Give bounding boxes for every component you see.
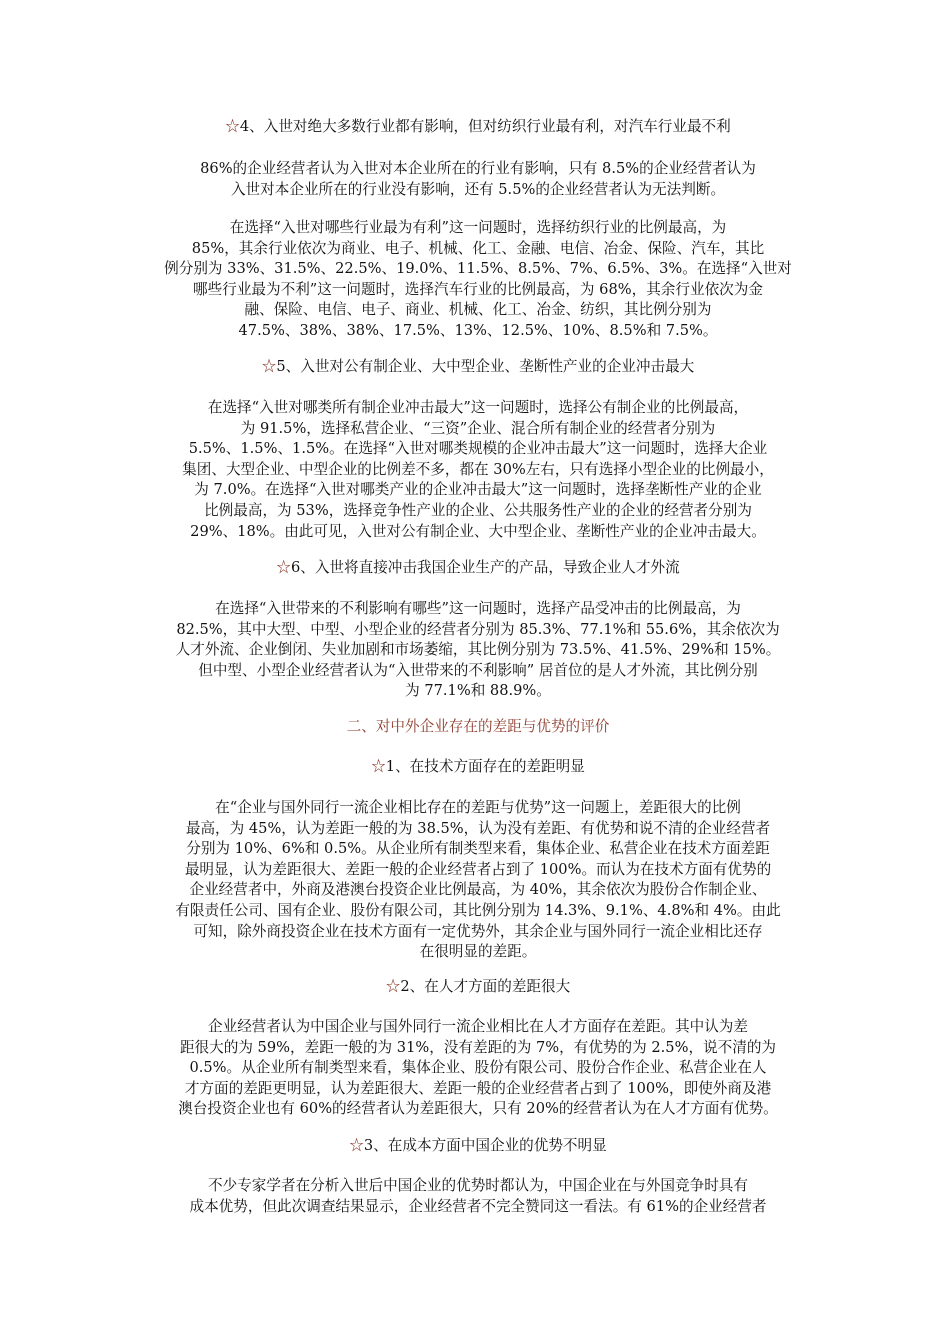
paragraph-cost-advantage bbox=[140, 1176, 816, 1217]
text-line: 集团、大型企业、中型企业的比例差不多，都在 30%左右，只有选择小型企业的比例最小， bbox=[182, 460, 774, 478]
text-line: 有限责任公司、国有企业、股份有限公司，其比例分别为 14.3%、9.1%、4.8%和 4%。由此 bbox=[175, 901, 781, 919]
text-line: 在很明显的差距。 bbox=[419, 943, 537, 961]
text-line: 哪些行业最为不利”这一问题时，选择汽车行业的比例最高，为 68%，其余行业依次为金 bbox=[193, 280, 763, 298]
heading-2-1 bbox=[140, 757, 816, 778]
heading-line: ☆1、在技术方面存在的差距明显 bbox=[371, 758, 585, 775]
paragraph-favorable-industries bbox=[140, 218, 816, 342]
text-line: 为 7.0%。在选择“入世对哪类产业的企业冲击最大”这一问题时，选择垄断性产业的企业 bbox=[194, 481, 762, 499]
heading-2-3 bbox=[140, 1136, 816, 1157]
text-line: 企业经营者中，外商及港澳台投资企业比例最高，为 40%，其余依次为股份合作制企业、 bbox=[189, 881, 767, 899]
text-line: 可知，除外商投资企业在技术方面有一定优势外，其余企业与国外同行一流企业相比还存 bbox=[193, 922, 763, 940]
text-line: 例分别为 33%、31.5%、22.5%、19.0%、11.5%、8.5%、7%、6.5%、3%。在选择“入世对 bbox=[164, 260, 792, 278]
text-line: 0.5%。从企业所有制类型来看，集体企业、股份有限公司、股份合作企业、私营企业在人 bbox=[189, 1059, 767, 1077]
heading-line: ☆6、入世将直接冲击我国企业生产的产品，导致企业人才外流 bbox=[276, 559, 680, 576]
text-line: 为 91.5%，选择私营企业、“三资”企业、混合所有制企业的经营者分别为 bbox=[240, 419, 716, 437]
paragraph-talent-gap bbox=[140, 1017, 816, 1120]
text-line: 在“企业与国外同行一流企业相比存在的差距与优势”这一问题上，差距很大的比例 bbox=[215, 799, 741, 816]
text-line: 为 77.1%和 88.9%。 bbox=[405, 682, 551, 700]
text-line: 85%，其余行业依次为商业、电子、机械、化工、金融、电信、冶金、保险、汽车，其比 bbox=[191, 239, 765, 257]
text-line: 在选择“入世对哪些行业最为有利”这一问题时，选择纺织行业的比例最高，为 bbox=[229, 219, 727, 236]
text-line: 融、保险、电信、电子、商业、机械、化工、冶金、纺织，其比例分别为 bbox=[244, 301, 712, 319]
text-line: 47.5%、38%、38%、17.5%、13%、12.5%、10%、8.5%和 7.5%。 bbox=[238, 321, 718, 339]
heading-2-2 bbox=[140, 977, 816, 998]
text-line: 分别为 10%、6%和 0.5%。从企业所有制类型来看，集体企业、私营企业在技术方面差距 bbox=[186, 840, 770, 858]
star-icon: ☆ bbox=[225, 118, 240, 135]
text-line: 最明显，认为差距很大、差距一般的企业经营者占到了 100%。而认为在技术方面有优势的 bbox=[184, 860, 772, 878]
heading-line: ☆5、入世对公有制企业、大中型企业、垄断性产业的企业冲击最大 bbox=[261, 358, 695, 375]
text-line: 在选择“入世对哪类所有制企业冲击最大”这一问题时，选择公有制企业的比例最高， bbox=[207, 399, 749, 416]
heading-line: ☆2、在人才方面的差距很大 bbox=[385, 978, 571, 995]
text-line: 在选择“入世带来的不利影响有哪些”这一问题时，选择产品受冲击的比例最高，为 bbox=[215, 600, 741, 617]
paragraph-ownership-impact bbox=[140, 398, 816, 542]
star-icon: ☆ bbox=[349, 1137, 364, 1154]
heading-line: ☆4、入世对绝大多数行业都有影响，但对纺织行业最有利，对汽车行业最不利 bbox=[225, 118, 731, 135]
paragraph-industry-impact bbox=[140, 159, 816, 200]
text-line: 澳台投资企业也有 60%的经营者认为差距很大，只有 20%的经营者认为在人才方面有优势。 bbox=[178, 1100, 778, 1118]
text-line: 距很大的为 59%，差距一般的为 31%，没有差距的为 7%，有优势的为 2.5%，说不清的为 bbox=[179, 1038, 777, 1056]
text-line: 入世对本企业所在的行业没有影响，还有 5.5%的企业经营者认为无法判断。 bbox=[230, 180, 726, 198]
section-title: 二、对中外企业存在的差距与优势的评价 bbox=[346, 718, 610, 735]
heading-4 bbox=[140, 117, 816, 138]
text-line: 82.5%，其中大型、中型、小型企业的经营者分别为 85.3%、77.1%和 55.6%，其余依次为 bbox=[176, 620, 780, 638]
text-line: 才方面的差距更明显，认为差距很大、差距一般的企业经营者占到了 100%，即使外商及港 bbox=[184, 1079, 772, 1097]
heading-5 bbox=[140, 357, 816, 378]
text-line: 29%、18%。由此可见，入世对公有制企业、大中型企业、垄断性产业的企业冲击最大。 bbox=[190, 522, 766, 540]
section-heading-2 bbox=[140, 717, 816, 738]
paragraph-adverse-effects bbox=[140, 599, 816, 702]
star-icon: ☆ bbox=[261, 358, 277, 375]
text-line: 但中型、小型企业经营者认为“入世带来的不利影响” 居首位的是人才外流，其比例分别 bbox=[198, 661, 758, 679]
text-line: 5.5%、1.5%、1.5%。在选择“入世对哪类规模的企业冲击最大”这一问题时，选择大企业 bbox=[188, 440, 768, 458]
heading-line: ☆3、在成本方面中国企业的优势不明显 bbox=[349, 1137, 607, 1154]
text-line: 比例最高，为 53%，选择竞争性产业的企业、公共服务性产业的企业的经营者分别为 bbox=[204, 501, 752, 519]
star-icon: ☆ bbox=[385, 978, 401, 995]
text-line: 企业经营者认为中国企业与国外同行一流企业相比在人才方面存在差距。其中认为差 bbox=[208, 1018, 748, 1035]
text-line: 成本优势，但此次调查结果显示，企业经营者不完全赞同这一看法。有 61%的企业经营者 bbox=[189, 1197, 767, 1215]
text-line: 人才外流、企业倒闭、失业加剧和市场萎缩，其比例分别为 73.5%、41.5%、29%和 15%。 bbox=[175, 641, 781, 659]
text-line: 86%的企业经营者认为入世对本企业所在的行业有影响，只有 8.5%的企业经营者认为 bbox=[200, 160, 756, 177]
text-line: 不少专家学者在分析入世后中国企业的优势时都认为，中国企业在与外国竞争时具有 bbox=[208, 1177, 748, 1194]
star-icon: ☆ bbox=[276, 559, 291, 576]
text-line: 最高，为 45%，认为差距一般的为 38.5%，认为没有差距、有优势和说不清的企业经营者 bbox=[185, 819, 771, 837]
paragraph-technology-gap bbox=[140, 798, 816, 963]
heading-6 bbox=[140, 558, 816, 579]
star-icon: ☆ bbox=[371, 758, 386, 775]
